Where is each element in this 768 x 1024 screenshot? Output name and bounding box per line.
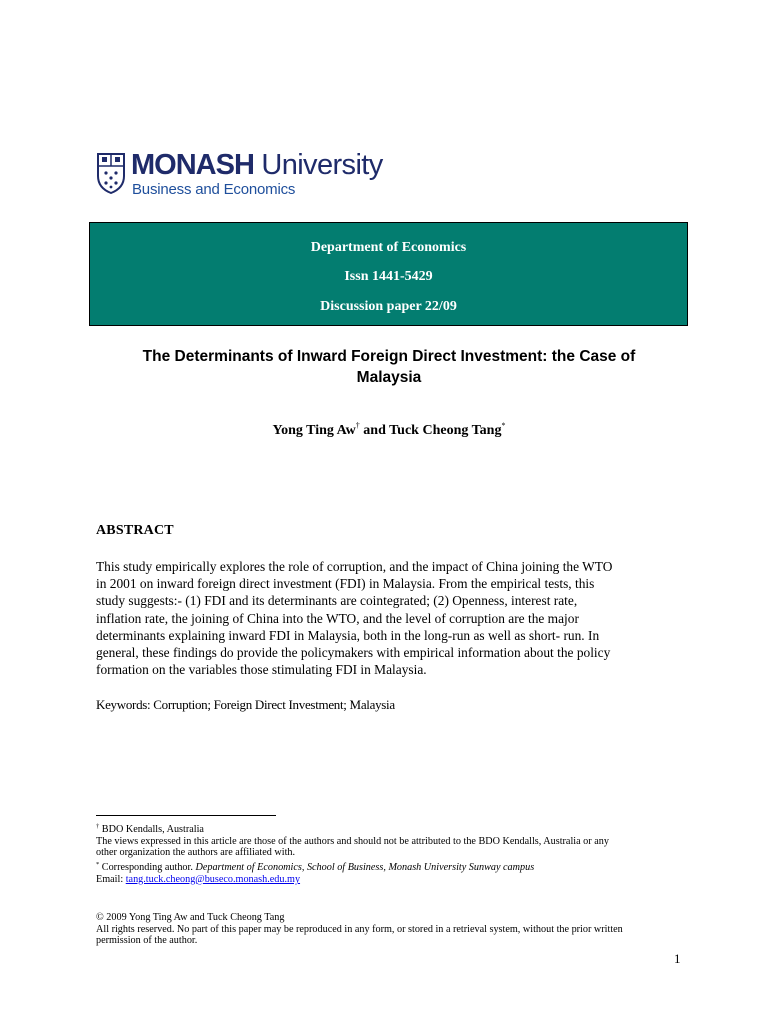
issn-number: Issn 1441-5429 xyxy=(344,269,433,284)
header-box xyxy=(89,222,688,326)
footnote-divider xyxy=(96,815,276,816)
paper-title-line-2: Malaysia xyxy=(356,369,422,386)
abstract-line: in 2001 on inward foreign direct investment (FDI) in Malaysia. From the empirical tests, this xyxy=(96,576,595,592)
abstract-line: study suggests:- (1) FDI and its determinants are cointegrated; (2) Openness, interest rate, xyxy=(96,593,578,609)
author-2-mark: * xyxy=(501,421,506,430)
university-crest-icon xyxy=(96,152,126,194)
footnote-1-affiliation: BDO Kendalls, Australia xyxy=(99,824,204,835)
author-list xyxy=(90,421,688,439)
footnote-1-disclaimer-line-1: The views expressed in this article are those of the authors and should not be attributed to the BDO Kendalls, Australia or any xyxy=(96,835,609,847)
abstract-line: This study empirically explores the role of corruption, and the impact of China joining the WTO xyxy=(96,559,613,574)
footnote-1-disclaimer-line-2: other organization the authors are affiliated with. xyxy=(96,847,296,859)
footnotes xyxy=(96,821,696,886)
copyright-notice xyxy=(96,912,696,947)
abstract-body xyxy=(96,558,686,678)
abstract-line: formation on the variables those stimulating FDI in Malaysia. xyxy=(96,662,427,678)
footnote-2-prefix: Corresponding author. xyxy=(99,862,196,874)
author-1: Yong Ting Aw xyxy=(272,423,356,438)
abstract-heading: ABSTRACT xyxy=(96,523,174,538)
logo-wordmark xyxy=(131,149,383,182)
logo-subtitle: Business and Economics xyxy=(132,181,296,198)
abstract-line: determinants explaining inward FDI in Malaysia, both in the long-run as well as short- run. In xyxy=(96,627,600,643)
monash-logo xyxy=(96,149,383,198)
footnote-2-affiliation: Department of Economics, School of Business, Monash University Sunway campus xyxy=(195,862,535,874)
abstract-line: inflation rate, the joining of China into the WTO, and the level of corruption are the major xyxy=(96,610,579,626)
keywords: Keywords: Corruption; Foreign Direct Investment; Malaysia xyxy=(96,697,395,712)
copyright-line-1: © 2009 Yong Ting Aw and Tuck Cheong Tang xyxy=(96,912,285,923)
logo-university: University xyxy=(253,149,383,181)
footnote-2 xyxy=(96,859,696,874)
author-1-mark: † xyxy=(355,421,360,430)
author-joiner: and xyxy=(359,423,390,438)
discussion-paper-number: Discussion paper 22/09 xyxy=(320,299,457,314)
paper-title xyxy=(90,346,688,388)
footnote-1-mark: † xyxy=(96,823,100,830)
department-name: Department of Economics xyxy=(310,240,467,255)
footnote-1 xyxy=(96,821,696,836)
author-2: Tuck Cheong Tang xyxy=(389,423,502,438)
copyright-line-3: permission of the author. xyxy=(96,935,198,947)
footnote-2-mark: * xyxy=(96,861,100,869)
logo-brand: MONASH xyxy=(131,149,254,181)
copyright-line-2: All rights reserved. No part of this paper may be reproduced in any form, or stored in a retrieval system, without the prior written xyxy=(96,923,623,935)
abstract-line: general, these findings do provide the policymakers with empirical information about the policy xyxy=(96,645,611,661)
footnote-email xyxy=(96,874,696,886)
paper-title-line-1: The Determinants of Inward Foreign Direct Investment: the Case of xyxy=(142,348,636,365)
page-number: 1 xyxy=(674,951,681,966)
email-link[interactable]: tang.tuck.cheong@buseco.monash.edu.my xyxy=(125,873,301,885)
email-label: Email: xyxy=(96,873,126,885)
